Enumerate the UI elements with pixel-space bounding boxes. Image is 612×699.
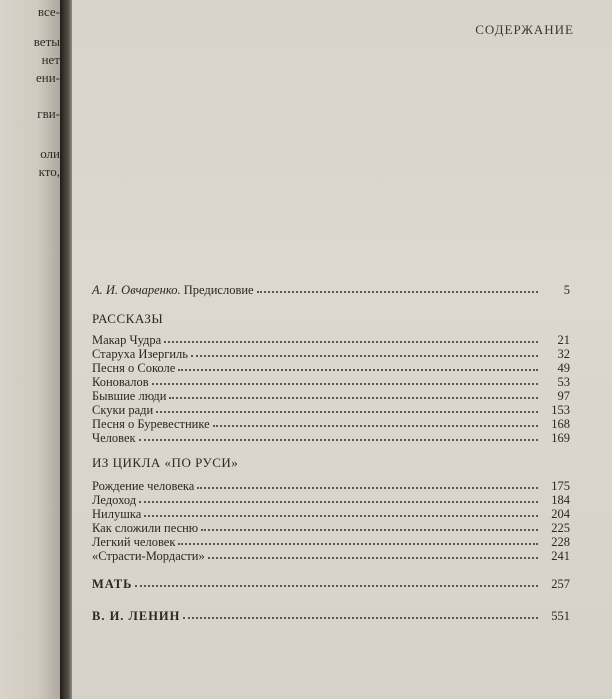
toc-entry: [92, 521, 570, 535]
toc-page-number: 169: [551, 431, 570, 445]
left-fragment: веты: [33, 34, 60, 49]
left-fragment: оли: [40, 146, 60, 161]
toc-page-number: 241: [551, 549, 570, 563]
dot-leader: [183, 617, 538, 619]
running-head: СОДЕРЖАНИЕ: [475, 22, 574, 37]
dot-leader: [156, 411, 538, 413]
dot-leader: [201, 529, 538, 531]
toc-page-number: 153: [551, 403, 570, 417]
dot-leader: [144, 515, 538, 517]
toc-entry: [92, 333, 570, 347]
toc-entry: [92, 535, 570, 549]
toc-entry: [92, 417, 570, 431]
toc-page-number: 21: [557, 333, 570, 347]
dot-leader: [178, 369, 538, 371]
toc-page-number: 53: [557, 375, 570, 389]
toc-entry: [92, 549, 570, 563]
dot-leader: [139, 501, 538, 503]
dot-leader: [164, 341, 538, 343]
dot-leader: [208, 557, 538, 559]
toc-entry-title: Старуха Изергиль: [92, 347, 188, 361]
toc-page-number: 184: [551, 493, 570, 507]
toc-entry-mat: [92, 577, 570, 591]
preface-title: Предисловие: [183, 283, 254, 297]
toc-entry: [92, 347, 570, 361]
toc-entry: [92, 431, 570, 445]
toc-page-number: 225: [551, 521, 570, 535]
toc-entry-title: Нилушка: [92, 507, 142, 521]
left-fragment: нет: [41, 52, 60, 67]
toc-entry-title: МАТЬ: [92, 577, 133, 591]
toc-entry-title: Рождение человека: [92, 479, 195, 493]
left-fragment: кто,: [38, 164, 60, 179]
dot-leader: [178, 543, 538, 545]
toc-entry: [92, 375, 570, 389]
toc-page-number: 257: [551, 577, 570, 591]
toc-page-number: 97: [557, 389, 570, 403]
toc-entry: [92, 507, 570, 521]
dot-leader: [152, 383, 538, 385]
right-page: [72, 0, 612, 699]
toc-page-number: 168: [551, 417, 570, 431]
section-stories-list: [92, 333, 570, 445]
section-heading-po-rusi: ИЗ ЦИКЛА «ПО РУСИ»: [92, 455, 239, 470]
toc-entry-title: Бывшие люди: [92, 389, 167, 403]
toc-entry: [92, 479, 570, 493]
toc-entry-title: Макар Чудра: [92, 333, 162, 347]
toc-entry-title: Скуки ради: [92, 403, 154, 417]
dot-leader: [169, 397, 538, 399]
toc-entry-title: «Страсти-Мордасти»: [92, 549, 205, 563]
table-of-contents: [92, 283, 570, 623]
toc-entry-title: Легкий человек: [92, 535, 176, 549]
toc-entry-preface: [92, 283, 570, 297]
toc-page-number: 175: [551, 479, 570, 493]
toc-entry-title: Коновалов: [92, 375, 149, 389]
dot-leader: [135, 585, 538, 587]
toc-entry-title: Песня о Соколе: [92, 361, 176, 375]
toc-entry: [92, 389, 570, 403]
dot-leader: [257, 291, 538, 293]
section-po-rusi-list: [92, 479, 570, 563]
left-fragment: гви-: [37, 106, 60, 121]
toc-page-number: 32: [557, 347, 570, 361]
dot-leader: [191, 355, 538, 357]
toc-page-number: 49: [557, 361, 570, 375]
left-fragment: все-: [37, 4, 60, 19]
toc-page-number: 204: [551, 507, 570, 521]
toc-entry-lenin: [92, 609, 570, 623]
dot-leader: [213, 425, 538, 427]
toc-page-number: 5: [563, 283, 570, 297]
toc-entry-title: Человек: [92, 431, 136, 445]
toc-entry-title: Ледоход: [92, 493, 137, 507]
section-heading-stories: РАССКАЗЫ: [92, 311, 164, 326]
preface-author: А. И. Овчаренко.: [92, 283, 181, 297]
toc-entry: [92, 361, 570, 375]
toc-page-number: 551: [551, 609, 570, 623]
toc-entry: [92, 493, 570, 507]
left-fragment: ени-: [35, 70, 60, 85]
toc-entry-title: Как сложили песню: [92, 521, 199, 535]
left-page: [0, 0, 64, 699]
toc-entry: [92, 403, 570, 417]
toc-entry-title: Песня о Буревестнике: [92, 417, 210, 431]
toc-entry-title: [92, 283, 257, 297]
toc-entry-title: В. И. ЛЕНИН: [92, 609, 181, 623]
toc-page-number: 228: [551, 535, 570, 549]
dot-leader: [197, 487, 538, 489]
dot-leader: [139, 439, 538, 441]
